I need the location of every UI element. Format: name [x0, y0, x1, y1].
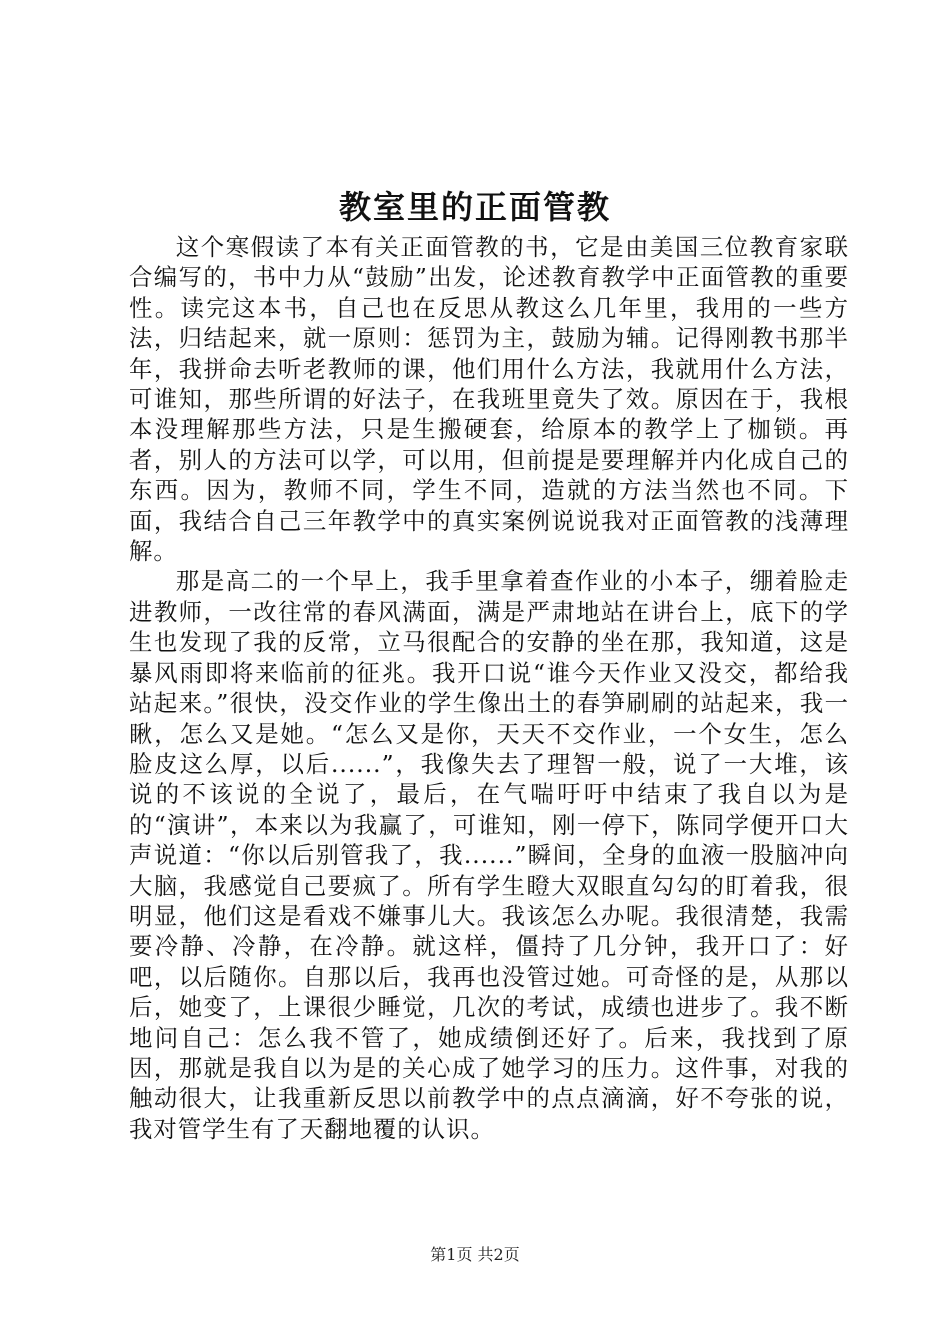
document-title: 教室里的正面管教 — [338, 188, 611, 226]
document-body — [129, 232, 849, 1144]
paragraph-1: 这个寒假读了本有关正面管教的书，它是由美国三位教育家联合编写的，书中力从“鼓励”出发，论述教育教学中正面管教的重要性。读完这本书，自己也在反思从教这么几年里，我用的一些方法，归结起来，就一原则：惩罚为主，鼓励为辅。记得刚教书那半年，我拼命去听老教师的课，他们用什么方法，我就用什么方法，可谁知，那些所谓的好法子，在我班里竟失了效。原因在于，我根本没理解那些方法，只是生搬硬套，给原本的教学上了枷锁。再者，别人的方法可以学，可以用，但前提是要理解并内化成自己的东西。因为，教师不同，学生不同，造就的方法当然也不同。下面，我结合自己三年教学中的真实案例说说我对正面管教的浅薄理解。 — [129, 233, 849, 566]
page-number-footer: 第1页 共2页 — [430, 1245, 520, 1264]
paragraph-2: 那是高二的一个早上，我手里拿着查作业的小本子，绷着脸走进教师，一改往常的春风满面，满是严肃地站在讲台上，底下的学生也发现了我的反常，立马很配合的安静的坐在那，我知道，这是暴风雨即将来临前的征兆。我开口说“谁今天作业又没交，都给我站起来。”很快，没交作业的学生像出土的春笋刷刷的站起来，我一瞅，怎么又是她。“怎么又是你，天天不交作业，一个女生，怎么脸皮这么厚，以后......”，我像失去了理智一般，说了一大堆，该说的不该说的全说了，最后，在气喘吁吁中结束了我自以为是的“演讲”，本来以为我赢了，可谁知，刚一停下，陈同学便开口大声说道：“你以后别管我了，我......”瞬间，全身的血液一股脑冲向大脑，我感觉自己要疯了。所有学生瞪大双眼直勾勾的盯着我，很明显，他们这是看戏不嫌事儿大。我该怎么办呢。我很清楚，我需要冷静、冷静，在冷静。就这样，僵持了几分钟，我开口了：好吧，以后随你。自那以后，我再也没管过她。可奇怪的是，从那以后，她变了，上课很少睡觉，几次的考试，成绩也进步了。我不断地问自己：怎么我不管了，她成绩倒还好了。后来，我找到了原因，那就是我自以为是的关心成了她学习的压力。这件事，对我的触动很大，让我重新反思以前教学中的点点滴滴，好不夸张的说，我对管学生有了天翻地覆的认识。 — [129, 567, 849, 1143]
